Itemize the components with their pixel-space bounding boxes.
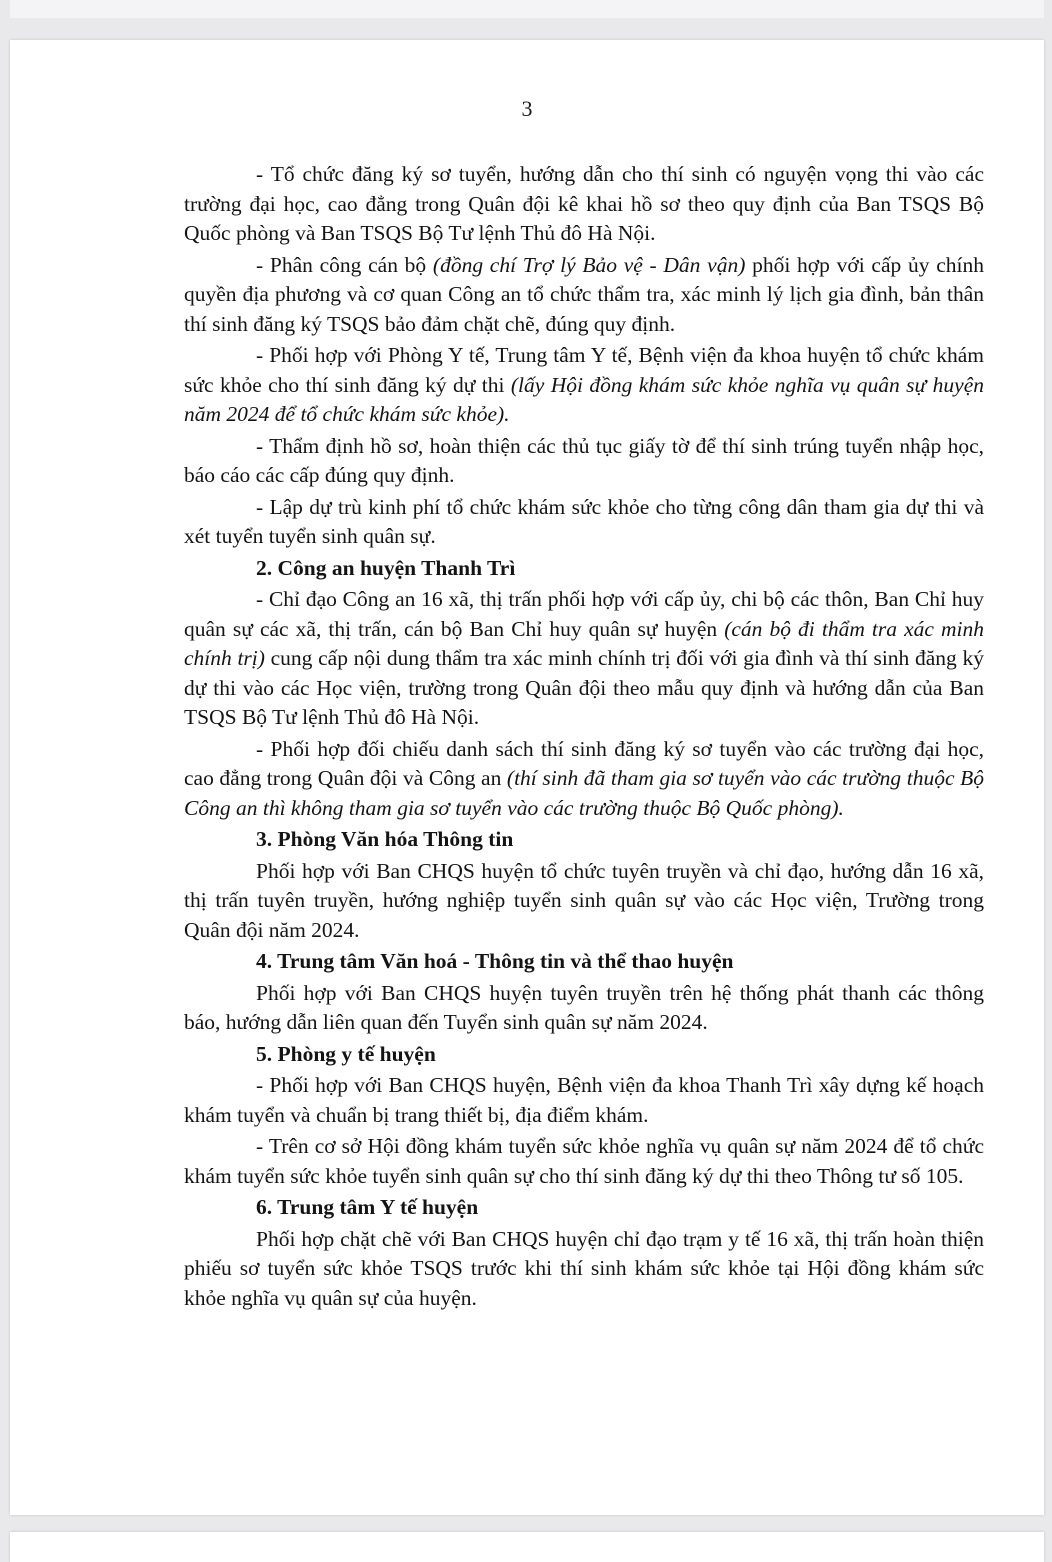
text-run: - Phối hợp đối chiếu danh sách thí sinh đăng ký sơ tuyển vào các trường đại học, cao đẳng trong Quân đội và Công an xyxy=(184,736,984,790)
text-run: - Phối hợp với Phòng Y tế, Trung tâm Y tế, Bệnh viện đa khoa huyện tổ chức khám sức khỏe cho thí sinh đăng ký dự thi xyxy=(184,343,984,397)
paragraph: - Lập dự trù kinh phí tổ chức khám sức khỏe cho từng công dân tham gia dự thi và xét tuyển tuyển sinh quân sự. xyxy=(184,494,984,548)
document-body xyxy=(184,160,984,1313)
page-number: 3 xyxy=(521,96,533,121)
paragraph: - Trên cơ sở Hội đồng khám tuyển sức khỏe nghĩa vụ quân sự năm 2024 để tổ chức khám tuyển sức khỏe tuyển sinh quân sự cho thí sinh đăng ký dự thi theo Thông tư số 105. xyxy=(184,1134,984,1188)
paragraph xyxy=(184,735,984,824)
text-run: phối hợp với cấp ủy chính quyền địa phương và cơ quan Công an tổ chức thẩm tra, xác minh lý lịch gia đình, bản thân thí sinh đăng ký TSQS bảo đảm chặt chẽ, đúng quy định. xyxy=(184,252,984,336)
paragraph: Phối hợp với Ban CHQS huyện tổ chức tuyên truyền và chỉ đạo, hướng dẫn 16 xã, thị trấn tuyên truyền, hướng nghiệp tuyển sinh quân sự vào các Học viện, Trường trong Quân đội năm 2024. xyxy=(184,858,984,942)
text-run: - Chỉ đạo Công an 16 xã, thị trấn phối hợp với cấp ủy, chi bộ các thôn, Ban Chỉ huy quân sự các xã, thị trấn, cán bộ Ban Chỉ huy quân sự huyện xyxy=(184,587,984,641)
italic-note: (cán bộ đi thẩm tra xác minh chính trị) xyxy=(184,616,984,670)
paragraph xyxy=(184,251,984,340)
paragraph xyxy=(184,585,984,733)
paragraph xyxy=(184,341,984,430)
paragraph: Phối hợp với Ban CHQS huyện tuyên truyền trên hệ thống phát thanh các thông báo, hướng dẫn liên quan đến Tuyển sinh quân sự năm 2024. xyxy=(184,980,984,1034)
italic-note: (lấy Hội đồng khám sức khỏe nghĩa vụ quân sự huyện năm 2024 để tổ chức khám sức khỏe). xyxy=(184,372,984,426)
section-heading: 5. Phòng y tế huyện xyxy=(256,1041,436,1066)
section-heading: 4. Trung tâm Văn hoá - Thông tin và thể thao huyện xyxy=(256,949,734,973)
section-heading: 3. Phòng Văn hóa Thông tin xyxy=(256,827,514,851)
paragraph: Phối hợp chặt chẽ với Ban CHQS huyện chỉ đạo trạm y tế 16 xã, thị trấn hoàn thiện phiếu sơ tuyển sức khỏe TSQS trước khi thí sinh khám sức khỏe tại Hội đồng khám sức khỏe nghĩa vụ quân sự của huyện. xyxy=(184,1226,984,1310)
section-heading: 6. Trung tâm Y tế huyện xyxy=(256,1195,479,1219)
italic-note: (đồng chí Trợ lý Bảo vệ - Dân vận) xyxy=(432,252,746,277)
text-run: cung cấp nội dung thẩm tra xác minh chính trị đối với gia đình và thí sinh đăng ký dự thi vào các Học viện, trường trong Quân đội theo mẫu quy định và hướng dẫn của Ban TSQS Bộ Tư lệnh Thủ đô Hà Nội. xyxy=(184,646,984,729)
paragraph: - Phối hợp với Ban CHQS huyện, Bệnh viện đa khoa Thanh Trì xây dựng kế hoạch khám tuyển và chuẩn bị trang thiết bị, địa điểm khám. xyxy=(184,1073,984,1127)
document-page xyxy=(10,40,1044,1515)
italic-note: (thí sinh đã tham gia sơ tuyển vào các trường thuộc Bộ Công an thì không tham gia sơ tuyển vào các trường thuộc Bộ Quốc phòng). xyxy=(184,766,985,820)
paragraph: - Tổ chức đăng ký sơ tuyển, hướng dẫn cho thí sinh có nguyện vọng thi vào các trường đại học, cao đẳng trong Quân đội kê khai hồ sơ theo quy định của Ban TSQS Bộ Quốc phòng và Ban TSQS Bộ Tư lệnh Thủ đô Hà Nội. xyxy=(184,162,984,245)
next-page-edge xyxy=(10,1532,1044,1562)
previous-page-edge xyxy=(10,0,1044,18)
paragraph: - Thẩm định hồ sơ, hoàn thiện các thủ tục giấy tờ để thí sinh trúng tuyển nhập học, báo cáo các cấp đúng quy định. xyxy=(184,433,984,487)
section-heading: 2. Công an huyện Thanh Trì xyxy=(256,555,516,580)
text-run: - Phân công cán bộ xyxy=(256,252,433,277)
